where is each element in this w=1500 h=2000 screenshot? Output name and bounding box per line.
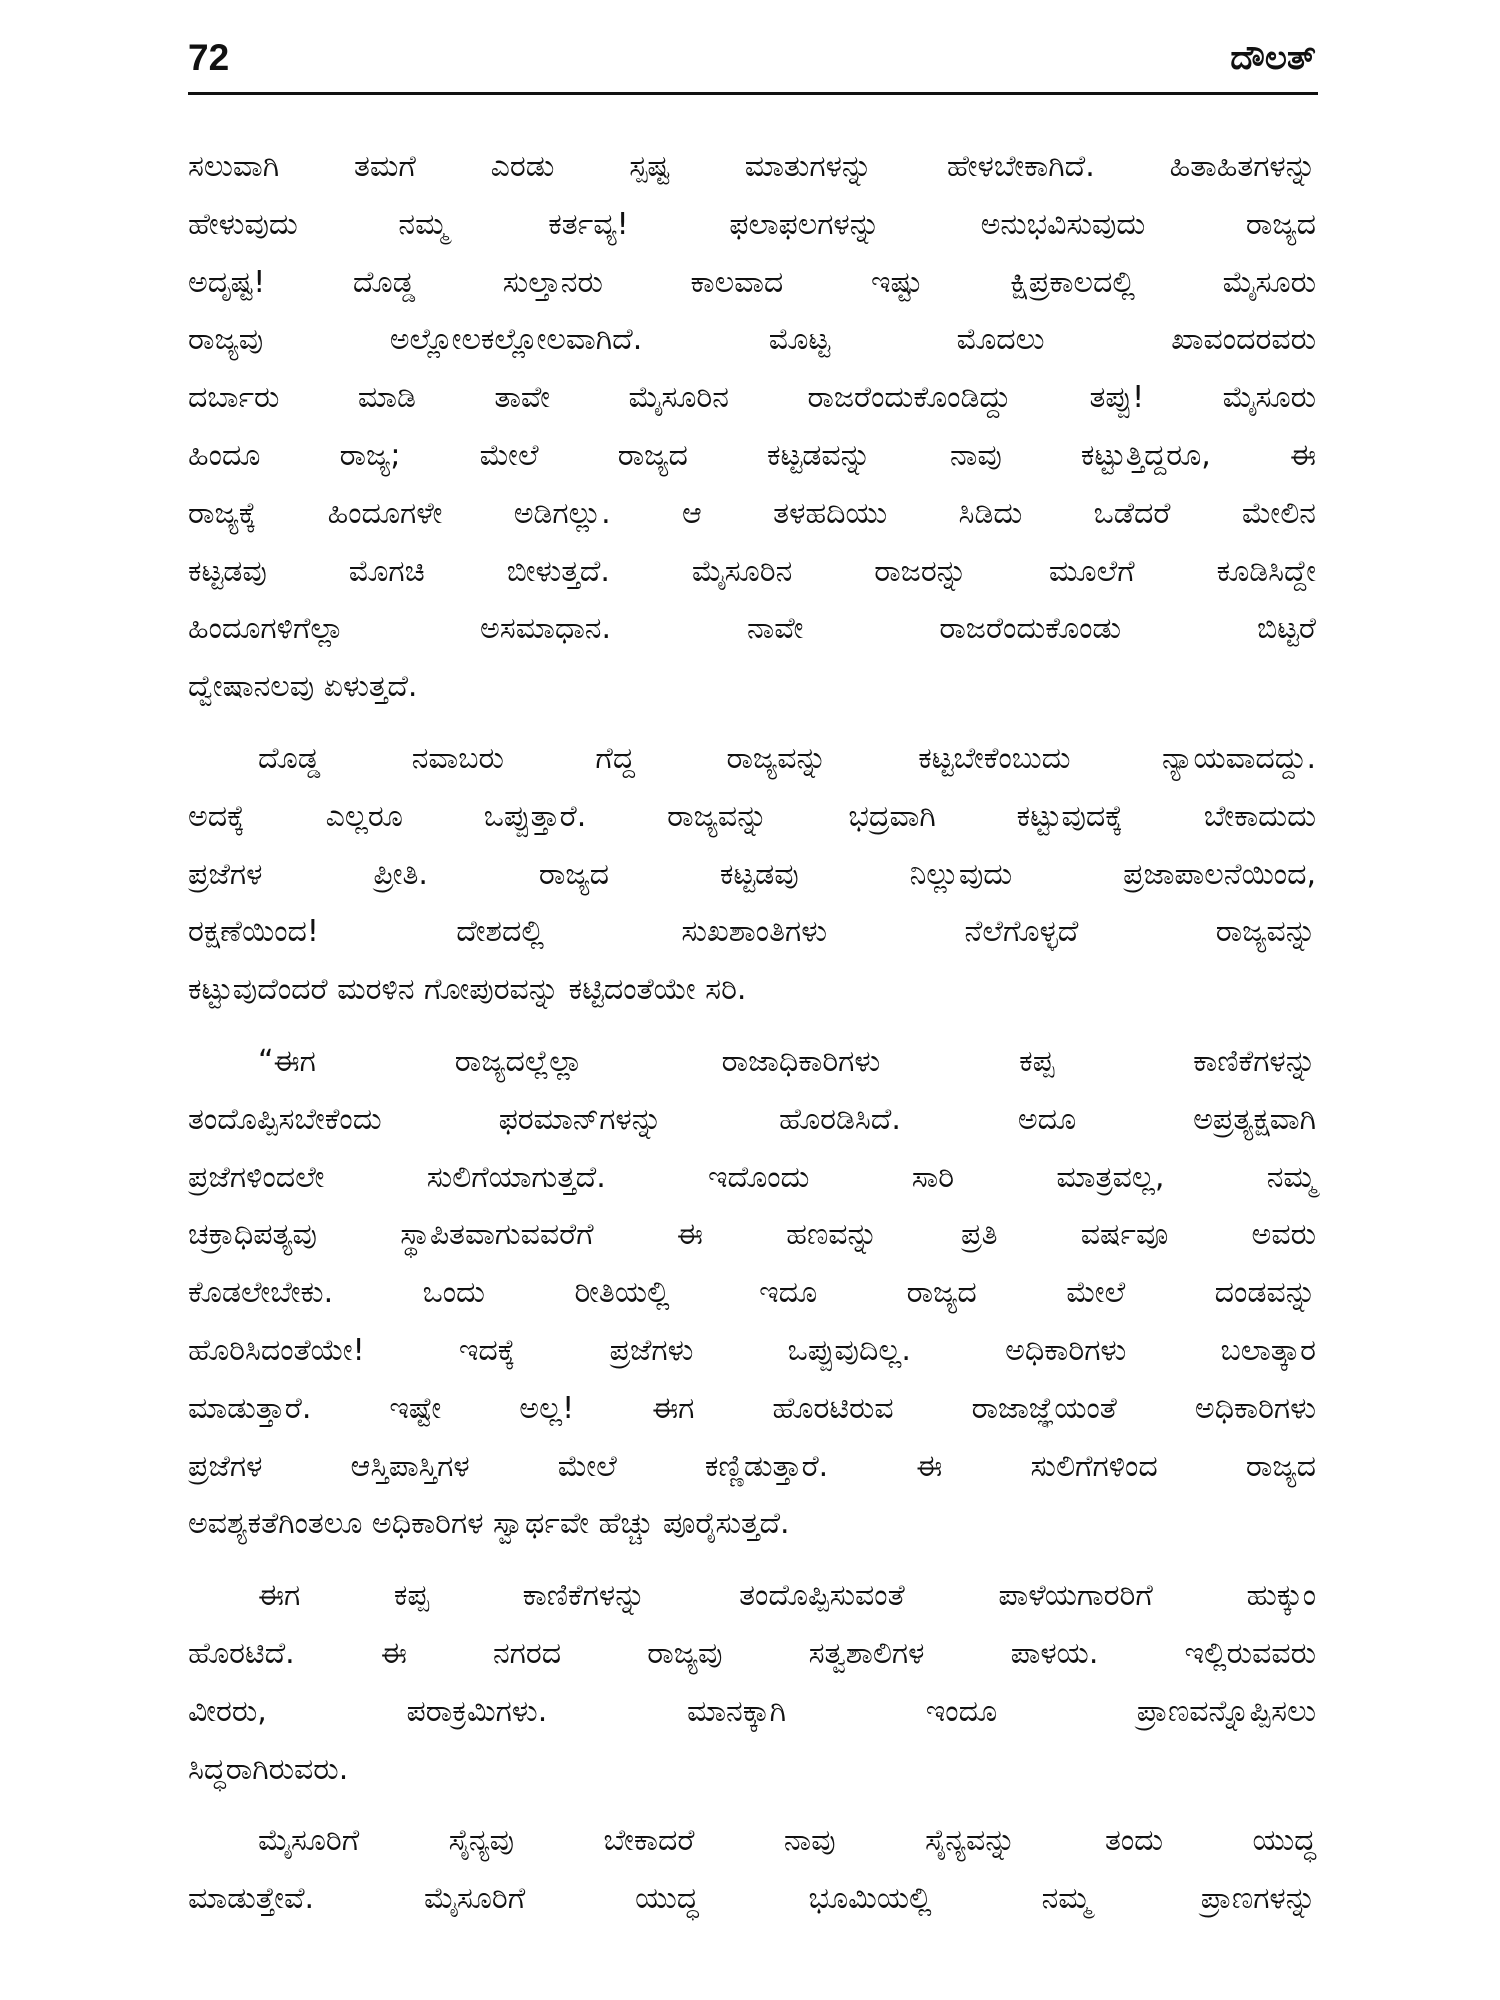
text-line: “ಈಗ ರಾಜ್ಯದಲ್ಲೆಲ್ಲಾ ರಾಜಾಧಿಕಾರಿಗಳು ಕಪ್ಪ ಕಾಣಿಕೆಗಳನ್ನು bbox=[258, 1043, 1316, 1079]
page-header bbox=[188, 28, 1316, 100]
text-line: ಮಾಡುತ್ತಾರೆ. ಇಷ್ಟೇ ಅಲ್ಲ! ಈಗ ಹೊರಟಿರುವ ರಾಜಾಜ್ಞೆಯಂತೆ ಅಧಿಕಾರಿಗಳು bbox=[188, 1390, 1316, 1426]
text-line: ಚಕ್ರಾಧಿಪತ್ಯವು ಸ್ಥಾಪಿತವಾಗುವವರೆಗೆ ಈ ಹಣವನ್ನು ಪ್ರತಿ ವರ್ಷವೂ ಅವರು bbox=[188, 1217, 1316, 1253]
running-title: ದೌಲತ್ bbox=[1230, 38, 1316, 78]
text-line: ಸಿದ್ಧರಾಗಿರುವರು. bbox=[188, 1751, 349, 1787]
text-line: ರಕ್ಷಣೆಯಿಂದ! ದೇಶದಲ್ಲಿ ಸುಖಶಾಂತಿಗಳು ನೆಲೆಗೊಳ್ಳದೆ ರಾಜ್ಯವನ್ನು bbox=[188, 914, 1316, 950]
text-line: ತಂದೊಪ್ಪಿಸಬೇಕೆಂದು ಫರಮಾನ್‌ಗಳನ್ನು ಹೊರಡಿಸಿದೆ. ಅದೂ ಅಪ್ರತ್ಯಕ್ಷವಾಗಿ bbox=[188, 1101, 1316, 1137]
text-line: ರಾಜ್ಯವು ಅಲ್ಲೋಲಕಲ್ಲೋಲವಾಗಿದೆ. ಮೊಟ್ಟ ಮೊದಲು ಖಾವಂದರವರು bbox=[188, 322, 1316, 358]
text-line: ಹೇಳುವುದು ನಮ್ಮ ಕರ್ತವ್ಯ! ಫಲಾಫಲಗಳನ್ನು ಅನುಭವಿಸುವುದು ರಾಜ್ಯದ bbox=[188, 206, 1316, 242]
text-line: ದರ್ಬಾರು ಮಾಡಿ ತಾವೇ ಮೈಸೂರಿನ ರಾಜರೆಂದುಕೊಂಡಿದ್ದು ತಪ್ಪು! ಮೈಸೂರು bbox=[188, 380, 1316, 416]
page-number: 72 bbox=[188, 37, 230, 78]
text-line: ಈಗ ಕಪ್ಪ ಕಾಣಿಕೆಗಳನ್ನು ತಂದೊಪ್ಪಿಸುವಂತೆ ಪಾಳೆಯಗಾರರಿಗೆ ಹುಕ್ಕುಂ bbox=[258, 1578, 1316, 1614]
text-line: ಅವಶ್ಯಕತೆಗಿಂತಲೂ ಅಧಿಕಾರಿಗಳ ಸ್ವಾರ್ಥವೇ ಹೆಚ್ಚು ಪೂರೈಸುತ್ತದೆ. bbox=[188, 1506, 790, 1542]
text-line: ಪ್ರಜೆಗಳ ಆಸ್ತಿಪಾಸ್ತಿಗಳ ಮೇಲೆ ಕಣ್ಣಿಡುತ್ತಾರೆ. ಈ ಸುಲಿಗೆಗಳಿಂದ ರಾಜ್ಯದ bbox=[188, 1448, 1316, 1484]
text-line: ಪ್ರಜೆಗಳಿಂದಲೇ ಸುಲಿಗೆಯಾಗುತ್ತದೆ. ಇದೊಂದು ಸಾರಿ ಮಾತ್ರವಲ್ಲ, ನಮ್ಮ bbox=[188, 1159, 1316, 1195]
paragraph bbox=[188, 1812, 1316, 1928]
text-line: ಹೊರಟಿದೆ. ಈ ನಗರದ ರಾಜ್ಯವು ಸತ್ವಶಾಲಿಗಳ ಪಾಳಯ. ಇಲ್ಲಿರುವವರು bbox=[188, 1635, 1316, 1671]
text-line: ಹೊರಿಸಿದಂತೆಯೇ! ಇದಕ್ಕೆ ಪ್ರಜೆಗಳು ಒಪ್ಪುವುದಿಲ್ಲ. ಅಧಿಕಾರಿಗಳು ಬಲಾತ್ಕಾರ bbox=[188, 1332, 1316, 1368]
text-line: ಅದೃಷ್ಟ! ದೊಡ್ಡ ಸುಲ್ತಾನರು ಕಾಲವಾದ ಇಷ್ಟು ಕ್ಷಿಪ್ರಕಾಲದಲ್ಲಿ ಮೈಸೂರು bbox=[188, 264, 1316, 300]
text-line: ಮಾಡುತ್ತೇವೆ. ಮೈಸೂರಿಗೆ ಯುದ್ಧ ಭೂಮಿಯಲ್ಲಿ ನಮ್ಮ ಪ್ರಾಣಗಳನ್ನು bbox=[188, 1881, 1316, 1917]
text-line: ಸಲುವಾಗಿ ತಮಗೆ ಎರಡು ಸ್ಪಷ್ಟ ಮಾತುಗಳನ್ನು ಹೇಳಬೇಕಾಗಿದೆ. ಹಿತಾಹಿತಗಳನ್ನು bbox=[188, 149, 1316, 184]
header-rule bbox=[188, 92, 1318, 95]
paragraph bbox=[188, 1567, 1316, 1798]
text-line: ಪ್ರಜೆಗಳ ಪ್ರೀತಿ. ರಾಜ್ಯದ ಕಟ್ಟಡವು ನಿಲ್ಲುವುದು ಪ್ರಜಾಪಾಲನೆಯಿಂದ, bbox=[188, 856, 1316, 892]
body-text bbox=[188, 138, 1316, 1928]
text-line: ಮೈಸೂರಿಗೆ ಸೈನ್ಯವು ಬೇಕಾದರೆ ನಾವು ಸೈನ್ಯವನ್ನು ತಂದು ಯುದ್ಧ bbox=[258, 1823, 1316, 1859]
text-line: ಕೊಡಲೇಬೇಕು. ಒಂದು ರೀತಿಯಲ್ಲಿ ಇದೂ ರಾಜ್ಯದ ಮೇಲೆ ದಂಡವನ್ನು bbox=[188, 1275, 1316, 1311]
paragraph bbox=[188, 138, 1316, 716]
text-line: ವೀರರು, ಪರಾಕ್ರಮಿಗಳು. ಮಾನಕ್ಕಾಗಿ ಇಂದೂ ಪ್ರಾಣವನ್ನೊಪ್ಪಿಸಲು bbox=[188, 1693, 1316, 1729]
paragraph bbox=[188, 1033, 1316, 1553]
text-line: ಹಿಂದೂಗಳಿಗೆಲ್ಲಾ ಅಸಮಾಧಾನ. ನಾವೇ ರಾಜರೆಂದುಕೊಂಡು ಬಿಟ್ಟರೆ bbox=[188, 611, 1316, 647]
paragraph bbox=[188, 730, 1316, 1019]
text-line: ರಾಜ್ಯಕ್ಕೆ ಹಿಂದೂಗಳೇ ಅಡಿಗಲ್ಲು. ಆ ತಳಹದಿಯು ಸಿಡಿದು ಒಡೆದರೆ ಮೇಲಿನ bbox=[188, 495, 1316, 531]
text-line: ಕಟ್ಟುವುದೆಂದರೆ ಮರಳಿನ ಗೋಪುರವನ್ನು ಕಟ್ಟಿದಂತೆಯೇ ಸರಿ. bbox=[188, 972, 747, 1008]
text-line: ಅದಕ್ಕೆ ಎಲ್ಲರೂ ಒಪ್ಪುತ್ತಾರೆ. ರಾಜ್ಯವನ್ನು ಭದ್ರವಾಗಿ ಕಟ್ಟುವುದಕ್ಕೆ ಬೇಕಾದುದು bbox=[188, 798, 1316, 834]
text-line: ಕಟ್ಟಡವು ಮೊಗಚಿ ಬೀಳುತ್ತದೆ. ಮೈಸೂರಿನ ರಾಜರನ್ನು ಮೂಲೆಗೆ ಕೂಡಿಸಿದ್ದೇ bbox=[188, 553, 1316, 589]
text-line: ಹಿಂದೂ ರಾಜ್ಯ; ಮೇಲೆ ರಾಜ್ಯದ ಕಟ್ಟಡವನ್ನು ನಾವು ಕಟ್ಟುತ್ತಿದ್ದರೂ, ಈ bbox=[188, 437, 1316, 473]
text-line: ದೊಡ್ಡ ನವಾಬರು ಗೆದ್ದ ರಾಜ್ಯವನ್ನು ಕಟ್ಟಬೇಕೆಂಬುದು ನ್ಯಾಯವಾದದ್ದು. bbox=[258, 740, 1316, 776]
text-line: ದ್ವೇಷಾನಲವು ಏಳುತ್ತದೆ. bbox=[188, 669, 418, 705]
